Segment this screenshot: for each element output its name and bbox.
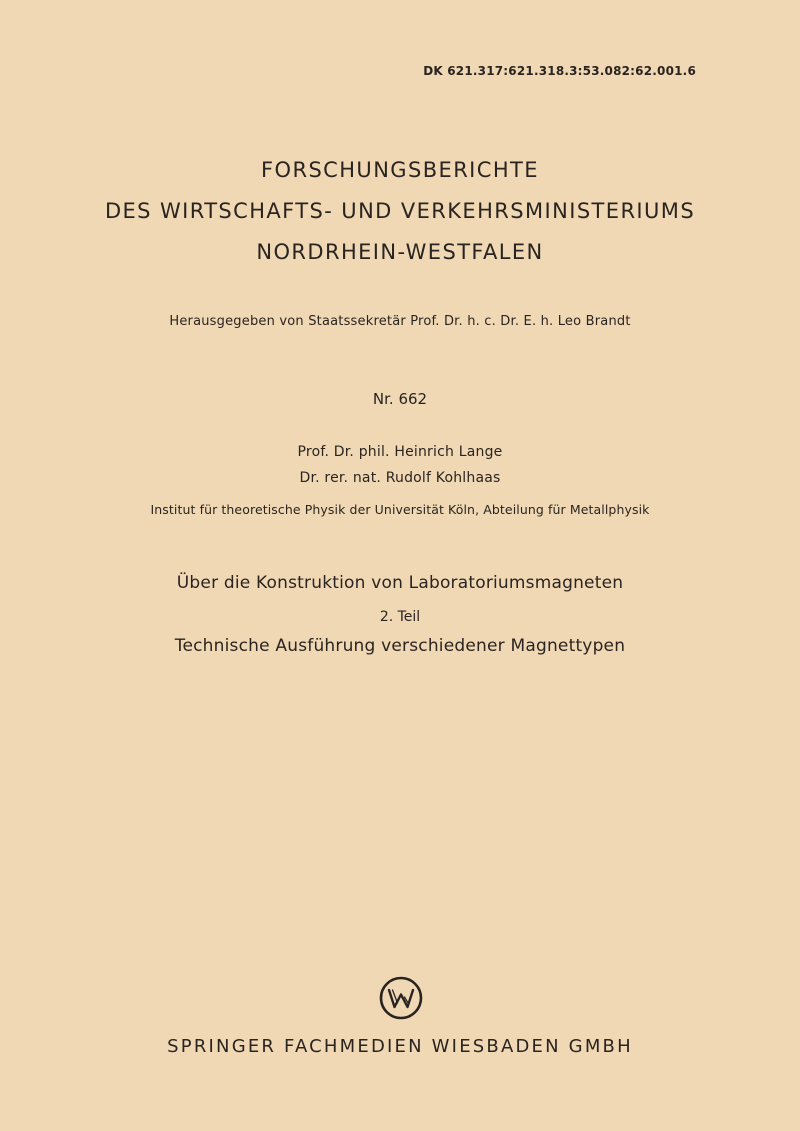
report-number: Nr. 662 — [372, 390, 428, 408]
series-title-line-2: DES WIRTSCHAFTS- UND VERKEHRSMINISTERIUMS — [104, 199, 696, 223]
editor-line: Herausgegeben von Staatssekretär Prof. Dr. h. c. Dr. E. h. Leo Brandt — [169, 314, 631, 329]
publisher-name: SPRINGER FACHMEDIEN WIESBADEN GMBH — [167, 1036, 633, 1057]
report-part: 2. Teil — [379, 609, 421, 625]
classification-number: DK 621.317:621.318.3:53.082:62.001.6 — [423, 64, 696, 78]
author-2: Dr. rer. nat. Rudolf Kohlhaas — [299, 470, 501, 486]
series-title-line-3: NORDRHEIN-WESTFALEN — [256, 240, 544, 264]
report-title: Über die Konstruktion von Laboratoriumsmagneten — [176, 573, 624, 593]
institute-line: Institut für theoretische Physik der Universität Köln, Abteilung für Metallphysik — [150, 502, 650, 517]
report-subtitle: Technische Ausführung verschiedener Magnettypen — [174, 636, 626, 656]
springer-w-logo-icon — [379, 976, 423, 1020]
series-title-line-1: FORSCHUNGSBERICHTE — [261, 158, 539, 182]
author-1: Prof. Dr. phil. Heinrich Lange — [297, 444, 503, 460]
